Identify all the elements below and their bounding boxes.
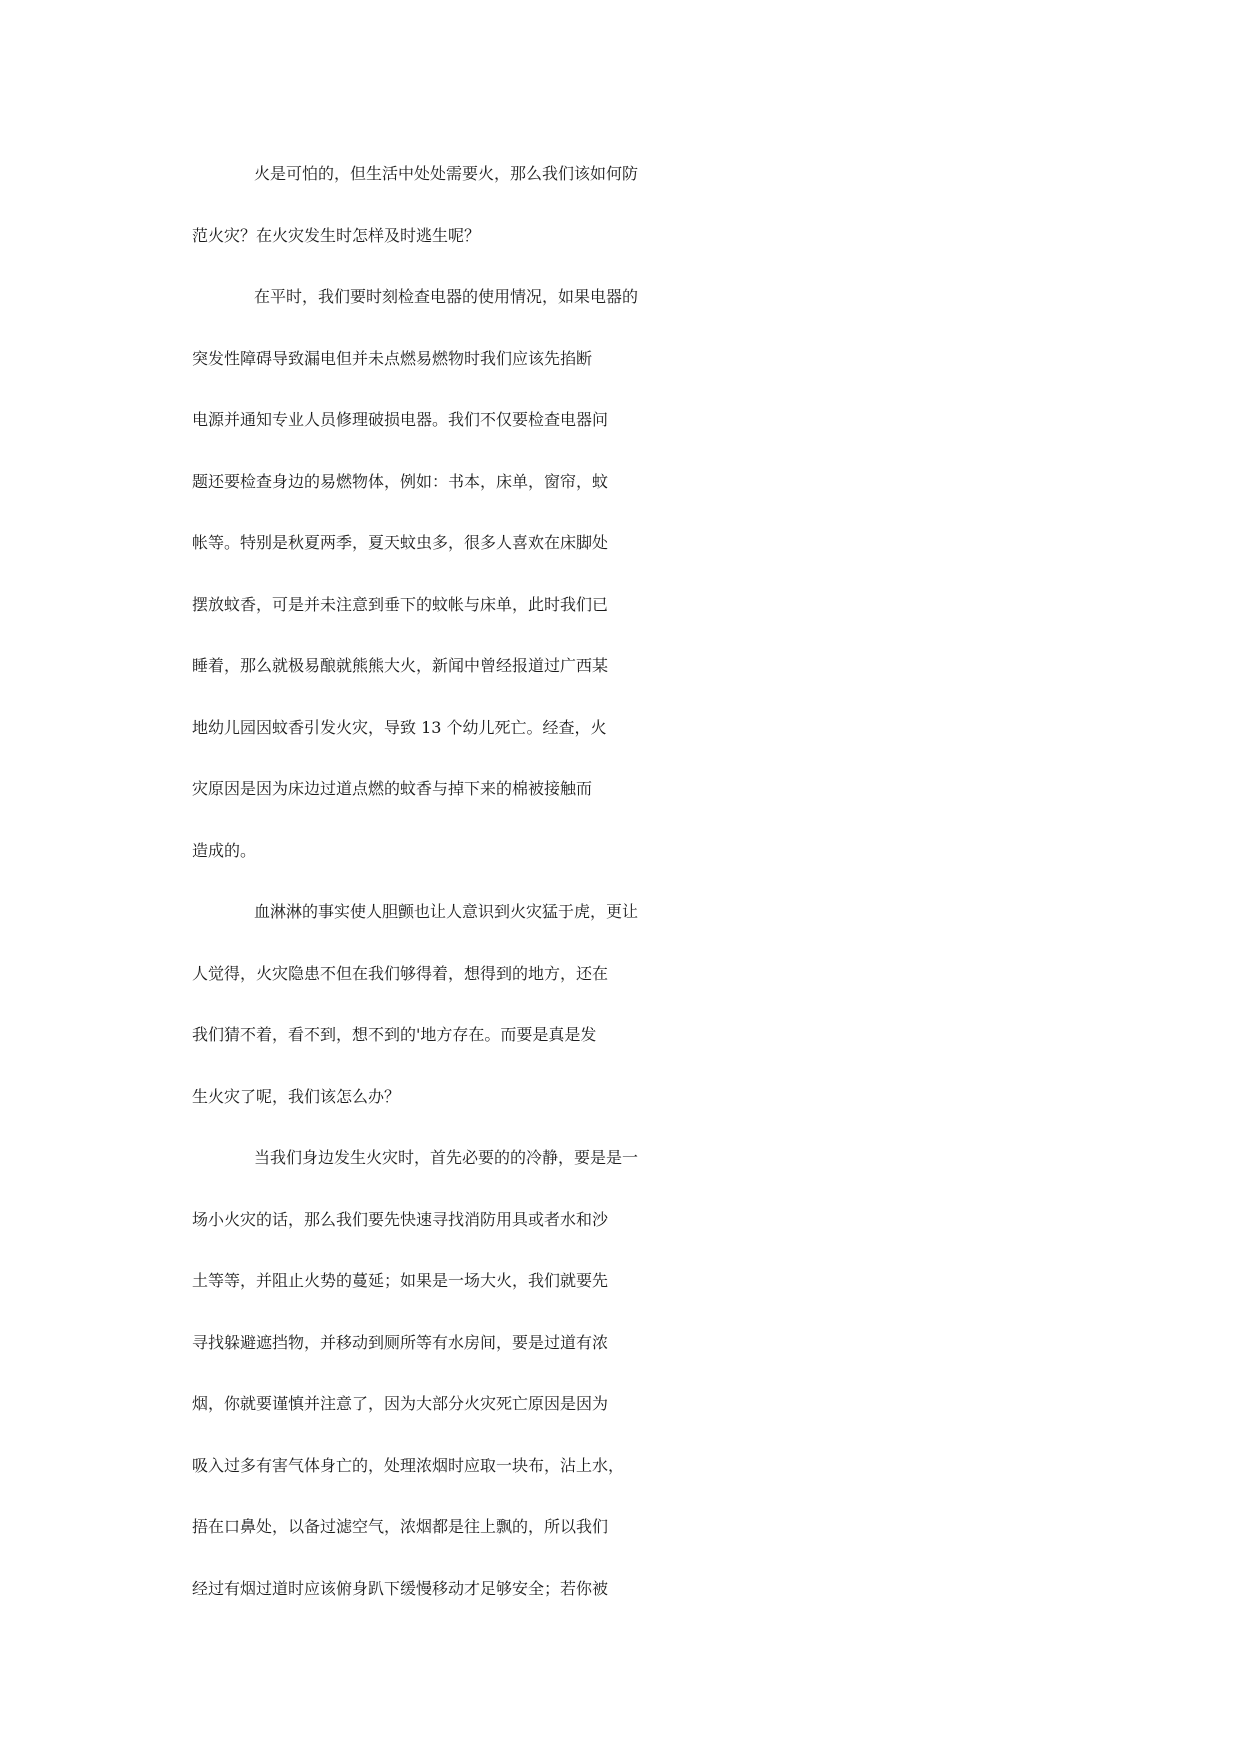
paragraph-line: 题还要检查身边的易燃物体，例如：书本，床单，窗帘，蚊 [192,471,609,491]
paragraph-4 [192,1145,1052,1637]
paragraph-line: 电源并通知专业人员修理破损电器。我们不仅要检查电器问 [192,410,609,429]
paragraph-line: 造成的。 [192,840,257,860]
paragraph-line: 人觉得，火灾隐患不但在我们够得着，想得到的地方，还在 [192,963,609,983]
paragraph-line: 场小火灾的话，那么我们要先快速寻找消防用具或者水和沙 [192,1209,609,1229]
paragraph-line: 土等等，并阻止火势的蔓延；如果是一场大火，我们就要先 [192,1271,609,1290]
paragraph-line: 捂在口鼻处，以备过滤空气，浓烟都是往上飘的，所以我们 [192,1517,609,1536]
paragraph-line: 血淋淋的事实使人胆颤也让人意识到火灾猛于虎，更让 [254,902,639,921]
paragraph-line: 当我们身边发生火灾时，首先必要的的冷静，要是是一 [254,1148,639,1167]
paragraph-2 [192,284,1052,899]
paragraph-line: 帐等。特别是秋夏两季，夏天蚊虫多，很多人喜欢在床脚处 [192,533,609,552]
document-body [192,161,1052,1637]
paragraph-1 [192,161,1052,284]
paragraph-line: 突发性障碍导致漏电但并未点燃易燃物时我们应该先掐断 [192,348,593,368]
paragraph-line: 范火灾？在火灾发生时怎样及时逃生呢？ [192,225,481,245]
paragraph-line: 吸入过多有害气体身亡的，处理浓烟时应取一块布，沾上水， [192,1455,625,1475]
paragraph-line: 摆放蚊香，可是并未注意到垂下的蚊帐与床单，此时我们已 [192,594,609,614]
paragraph-line: 火是可怕的，但生活中处处需要火，那么我们该如何防 [254,164,639,183]
paragraph-line: 我们猜不着，看不到，想不到的'地方存在。而要是真是发 [192,1025,597,1044]
paragraph-line: 睡着，那么就极易酿就熊熊大火，新闻中曾经报道过广西某 [192,656,609,675]
paragraph-line: 灾原因是因为床边过道点燃的蚊香与掉下来的棉被接触而 [192,779,593,798]
paragraph-line: 寻找躲避遮挡物，并移动到厕所等有水房间，要是过道有浓 [192,1332,609,1352]
paragraph-3 [192,899,1052,1145]
paragraph-line: 生火灾了呢，我们该怎么办？ [192,1086,401,1106]
paragraph-line: 烟，你就要谨慎并注意了，因为大部分火灾死亡原因是因为 [192,1394,609,1413]
paragraph-line: 经过有烟过道时应该俯身趴下缓慢移动才足够安全；若你被 [192,1578,609,1598]
paragraph-line: 在平时，我们要时刻检查电器的使用情况，如果电器的 [254,287,639,306]
paragraph-line: 地幼儿园因蚊香引发火灾，导致 13 个幼儿死亡。经查，火 [192,717,607,737]
